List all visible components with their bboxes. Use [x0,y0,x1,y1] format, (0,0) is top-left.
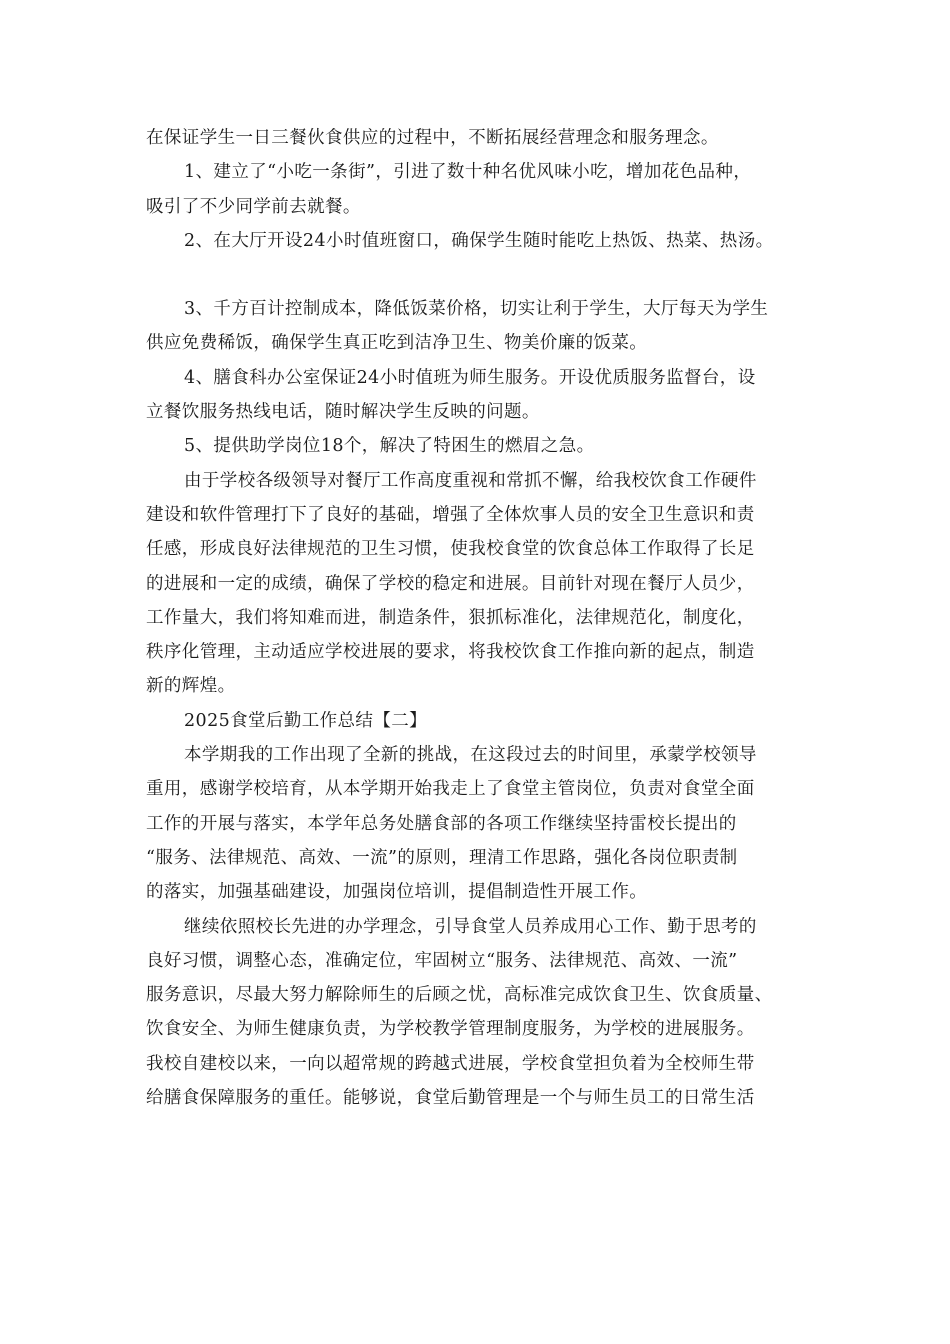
list-item-1-line: 1、建立了“小吃一条街”，引进了数十种名优风味小吃，增加花色品种， [184,162,752,183]
text-line: 新的辉煌。 [146,676,236,697]
paragraph-line: 由于学校各级领导对餐厅工作高度重视和常抓不懈，给我校饮食工作硬件 [184,470,757,491]
document-body [146,121,811,1115]
text-line: 秩序化管理，主动适应学校进展的要求，将我校饮食工作推向新的起点，制造 [146,642,755,663]
paragraph-line: 本学期我的工作出现了全新的挑战，在这段过去的时间里，承蒙学校领导 [184,745,757,766]
text-line: 工作量大，我们将知难而进，制造条件，狠抓标准化，法律规范化，制度化， [146,607,755,628]
text-line: 服务意识，尽最大努力解除师生的后顾之忧，高标准完成饮食卫生、饮食质量、 [146,985,773,1006]
text-line: 的落实，加强基础建设，加强岗位培训，提倡制造性开展工作。 [146,882,648,903]
text-line: 供应免费稀饭，确保学生真正吃到洁净卫生、物美价廉的饭菜。 [146,333,648,354]
text-line: 立餐饮服务热线电话，随时解决学生反映的问题。 [146,402,540,423]
text-line: 给膳食保障服务的重任。能够说，食堂后勤管理是一个与师生员工的日常生活 [146,1088,755,1109]
text-line: 任感，形成良好法律规范的卫生习惯，使我校食堂的饮食总体工作取得了长足 [146,539,755,560]
list-item-5-line: 5、提供助学岗位18个，解决了特困生的燃眉之急。 [184,436,595,457]
text-line: 重用，感谢学校培育，从本学期开始我走上了食堂主管岗位，负责对食堂全面 [146,779,755,800]
text-line: 工作的开展与落实，本学年总务处膳食部的各项工作继续坚持雷校长提出的 [146,813,737,834]
text-line: 在保证学生一日三餐伙食供应的过程中，不断拓展经营理念和服务理念。 [146,128,719,148]
text-line: 我校自建校以来，一向以超常规的跨越式进展，学校食堂担负着为全校师生带 [146,1053,755,1074]
list-item-3-line: 3、千方百计控制成本，降低饭菜价格，切实让利于学生，大厅每天为学生 [184,299,769,320]
text-line: 建设和软件管理打下了良好的基础，增强了全体炊事人员的安全卫生意识和责 [146,504,755,525]
text-line: 的进展和一定的成绩，确保了学校的稳定和进展。目前针对现在餐厅人员少， [146,573,755,594]
list-item-2-line: 2、在大厅开设24小时值班窗口，确保学生随时能吃上热饭、热菜、热汤。 [184,230,774,251]
text-line: 吸引了不少同学前去就餐。 [146,196,361,217]
text-line: 良好习惯，调整心态，准确定位，牢固树立“服务、法律规范、高效、一流” [146,950,738,971]
paragraph-line: 继续依照校长先进的办学理念，引导食堂人员养成用心工作、勤于思考的 [184,916,757,937]
section-heading: 2025食堂后勤工作总结【二】 [184,710,428,731]
blank-line [146,258,811,292]
text-line: “服务、法律规范、高效、一流”的原则，理清工作思路，强化各岗位职责制 [146,847,738,868]
text-line: 饮食安全、为师生健康负责，为学校教学管理制度服务，为学校的进展服务。 [146,1019,755,1040]
list-item-4-line: 4、膳食科办公室保证24小时值班为师生服务。开设优质服务监督台，设 [184,367,756,388]
